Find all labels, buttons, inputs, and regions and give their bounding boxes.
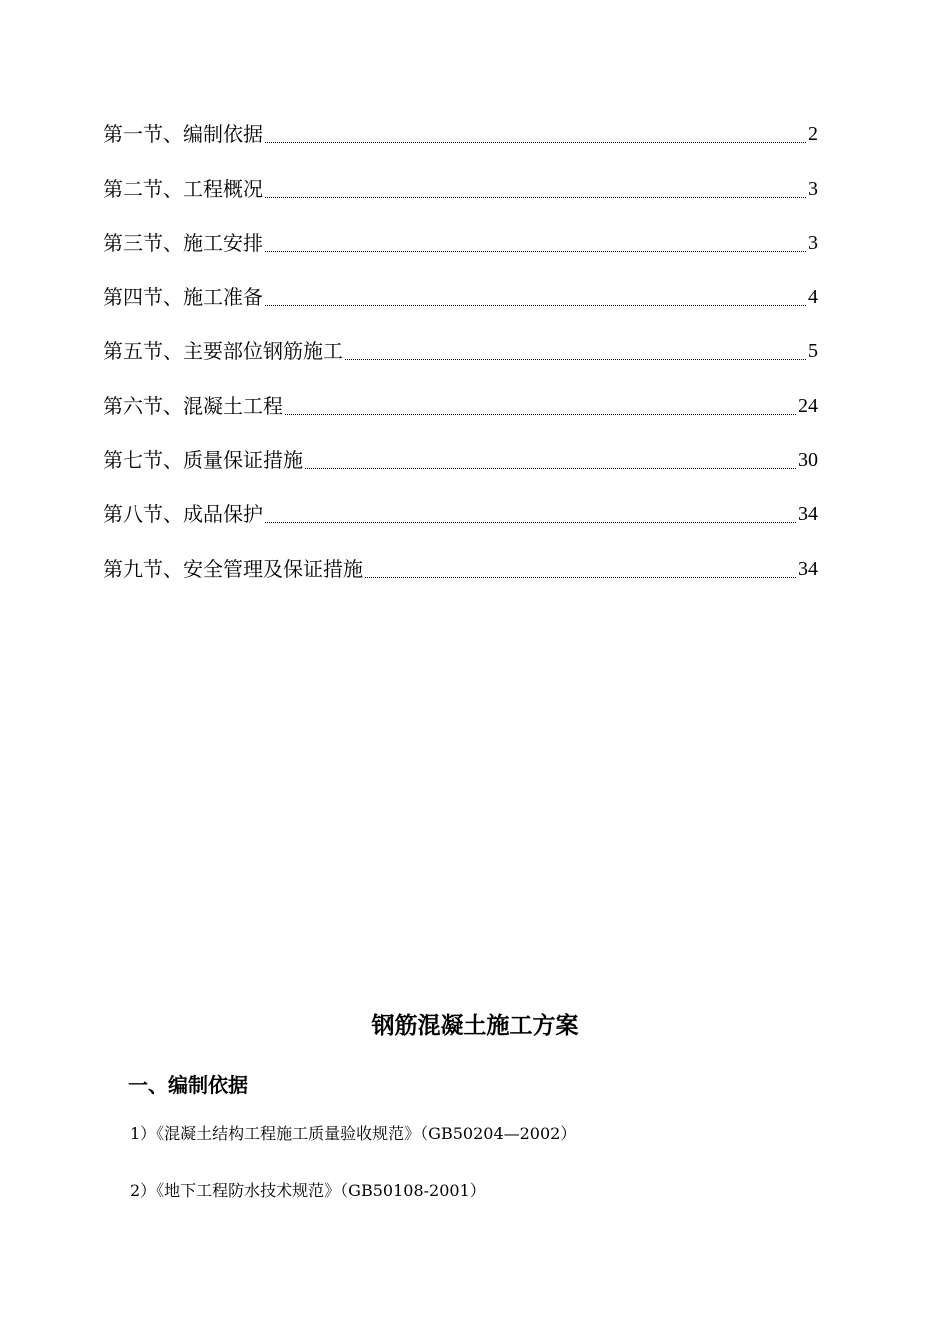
toc-entry-label: 第一节、编制依据	[103, 122, 263, 147]
toc-entry-page-number: 4	[808, 286, 818, 309]
toc-entry-8[interactable]	[103, 488, 818, 542]
toc-entry-page-number: 3	[808, 177, 818, 200]
toc-entry-page-number: 34	[798, 557, 818, 580]
toc-entry-label: 第二节、工程概况	[103, 176, 263, 201]
toc-entry-label: 第六节、混凝土工程	[103, 393, 283, 418]
toc-dot-leader	[285, 414, 796, 415]
toc-dot-leader	[365, 577, 796, 578]
toc-entry-6[interactable]	[103, 379, 818, 433]
toc-entry-label: 第四节、施工准备	[103, 285, 263, 310]
toc-entry-page-number: 24	[798, 394, 818, 417]
toc-entry-label: 第七节、质量保证措施	[103, 448, 303, 473]
section-heading: 一、编制依据	[128, 1073, 248, 1097]
toc-dot-leader	[265, 251, 806, 252]
toc-entry-5[interactable]	[103, 325, 818, 379]
toc-dot-leader	[265, 305, 806, 306]
toc-entry-4[interactable]	[103, 271, 818, 325]
toc-entry-page-number: 34	[798, 503, 818, 526]
toc-entry-page-number: 30	[798, 449, 818, 472]
reference-item: 1）《混凝土结构工程施工质量验收规范》（GB50204—2002）	[130, 1124, 577, 1143]
table-of-contents	[103, 108, 818, 597]
toc-dot-leader	[305, 468, 796, 469]
document-title: 钢筋混凝土施工方案	[371, 1013, 579, 1039]
toc-entry-page-number: 3	[808, 231, 818, 254]
toc-entry-1[interactable]	[103, 108, 818, 162]
toc-entry-7[interactable]	[103, 434, 818, 488]
toc-entry-page-number: 2	[808, 123, 818, 146]
toc-entry-label: 第三节、施工安排	[103, 230, 263, 255]
toc-dot-leader	[265, 197, 806, 198]
toc-entry-label: 第九节、安全管理及保证措施	[103, 556, 363, 581]
toc-entry-page-number: 5	[808, 340, 818, 363]
toc-dot-leader	[265, 142, 806, 143]
toc-entry-3[interactable]	[103, 217, 818, 271]
reference-item: 2）《地下工程防水技术规范》（GB50108-2001）	[130, 1181, 486, 1200]
toc-entry-label: 第五节、主要部位钢筋施工	[103, 339, 343, 364]
toc-dot-leader	[265, 522, 796, 523]
toc-entry-2[interactable]	[103, 162, 818, 216]
toc-entry-9[interactable]	[103, 542, 818, 596]
toc-dot-leader	[345, 359, 806, 360]
toc-entry-label: 第八节、成品保护	[103, 502, 263, 527]
